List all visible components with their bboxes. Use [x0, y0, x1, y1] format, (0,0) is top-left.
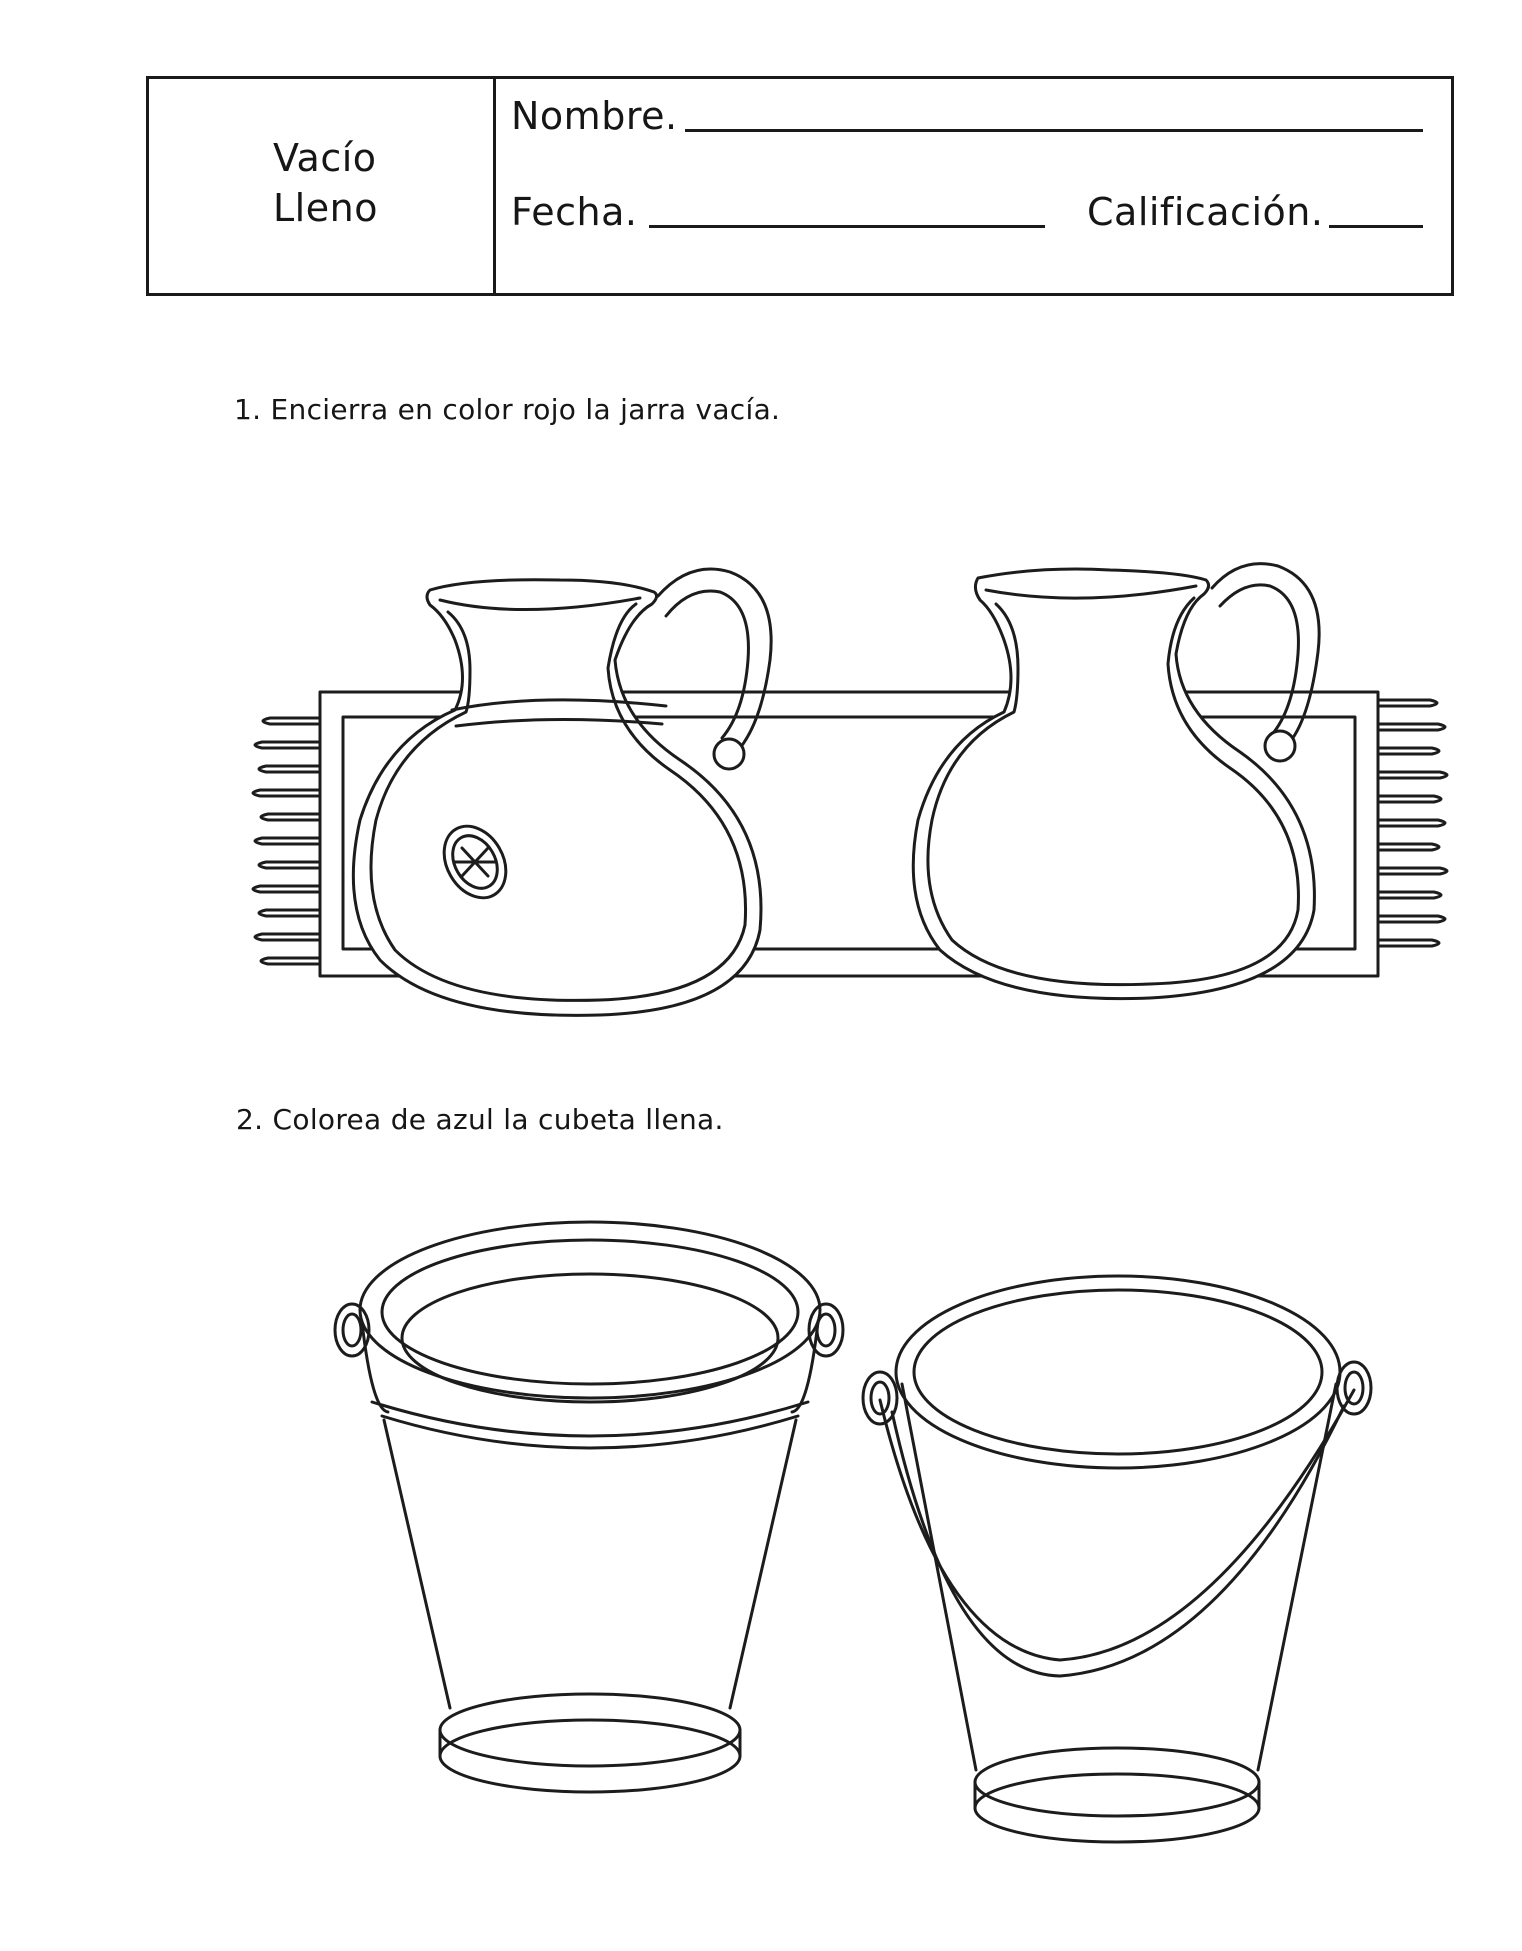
- pitcher-with-water-and-lemon-icon: [353, 569, 771, 1015]
- full-bucket-icon: [335, 1222, 843, 1792]
- placemat-left-fringe: [253, 718, 320, 964]
- topic-full-label: Lleno: [273, 186, 378, 230]
- date-label: Fecha.: [511, 190, 638, 234]
- exercise-1-text: Encierra en color rojo la jarra vacía.: [270, 393, 781, 426]
- placemat-right-fringe: [1378, 700, 1447, 946]
- exercise-1-number: 1.: [234, 393, 262, 426]
- name-label: Nombre.: [511, 94, 678, 138]
- empty-bucket-icon: [863, 1276, 1371, 1842]
- exercise-2-text: Colorea de azul la cubeta llena.: [272, 1103, 724, 1136]
- grade-label: Calificación.: [1087, 190, 1324, 234]
- empty-pitcher-icon: [913, 564, 1319, 999]
- topic-empty-label: Vacío: [273, 136, 377, 180]
- exercise-2-number: 2.: [236, 1103, 264, 1136]
